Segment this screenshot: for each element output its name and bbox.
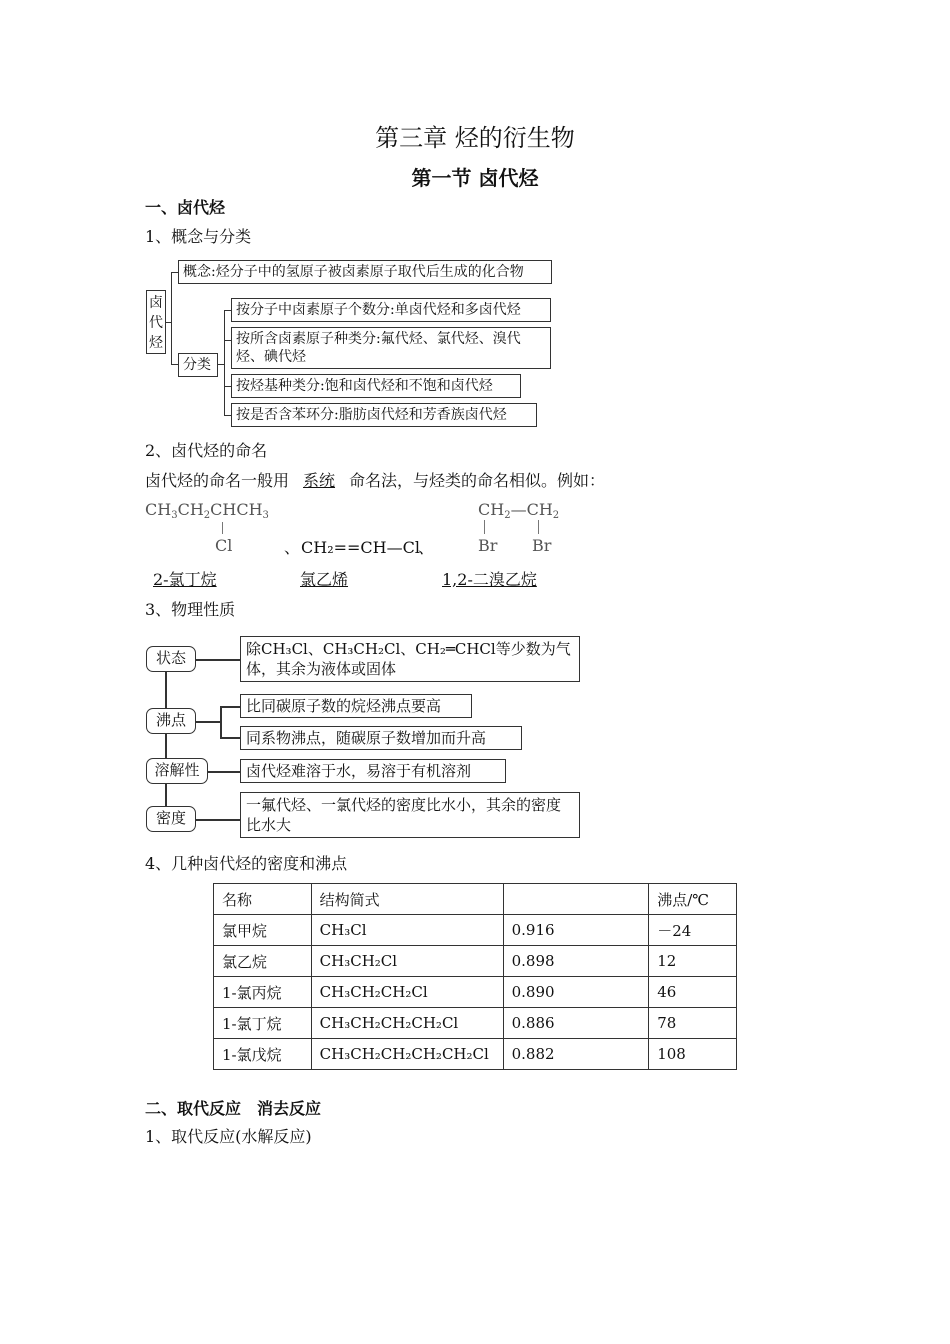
formula-2-chlorobutane: $CH_3CH_2CHCH_3$ [145,500,269,521]
bp-text-1: 比同碳原子数的烷烃沸点要高 [240,694,472,718]
bromine-substituent: Br [478,536,498,555]
example-name: 2-氯丁烷 [153,570,217,589]
part1-heading: 一、卤代烃 [145,198,226,217]
table-row: 1-氯丁烷 CH₃CH₂CH₂CH₂Cl 0.886 78 [214,1008,737,1039]
table-header: 结构简式 [311,884,503,915]
table-header: 沸点/℃ [649,884,737,915]
example-name: 1,2-二溴乙烷 [442,570,537,589]
subheading-3: 3、物理性质 [145,600,236,619]
classify-box: 分类 [178,353,218,377]
table-row: 1-氯丙烷 CH₃CH₂CH₂Cl 0.890 46 [214,977,737,1008]
classify-item: 按是否含苯环分:脂肪卤代烃和芳香族卤代烃 [231,403,537,427]
subheading-1: 1、概念与分类 [145,227,252,246]
classify-item: 按烃基种类分:饱和卤代烃和不饱和卤代烃 [231,374,521,398]
table-row: 氯乙烷 CH₃CH₂Cl 0.898 12 [214,946,737,977]
state-label: 状态 [146,646,196,672]
state-text: 除CH₃Cl、CH₃CH₂Cl、CH₂═CHCl等少数为气体，其余为液体或固体 [240,636,580,682]
separator: 、 [284,538,301,557]
chlorine-substituent: Cl [215,536,233,555]
table-header: 名称 [214,884,312,915]
subheading-5: 1、取代反应(水解反应) [145,1127,312,1146]
bp-label: 沸点 [146,708,196,734]
separator: 、 [418,538,435,557]
formula-dibromoethane: $CH_2—CH_2$ [478,500,560,521]
chapter-title: 第三章 烃的衍生物 [375,124,575,152]
naming-sentence: 卤代烃的命名一般用 系统 命名法，与烃类的命名相似。例如： [145,471,606,490]
part2-heading: 二、取代反应 消去反应 [145,1099,322,1118]
vinyl-chloride: CH₂==CH—Cl [301,538,420,557]
concept-box: 概念:烃分子中的氢原子被卤素原子取代后生成的化合物 [178,260,552,284]
bp-text-2: 同系物沸点，随碳原子数增加而升高 [240,726,522,750]
bromine-substituent: Br [532,536,552,555]
table-header [503,884,649,915]
example-name: 氯乙烯 [300,570,349,589]
table-header-row [214,884,737,915]
subheading-2: 2、卤代烃的命名 [145,441,268,460]
solubility-label: 溶解性 [146,758,208,784]
solubility-text: 卤代烃难溶于水，易溶于有机溶剂 [240,759,506,783]
density-boiling-table [213,883,737,1070]
table-row: 1-氯戊烷 CH₃CH₂CH₂CH₂CH₂Cl 0.882 108 [214,1039,737,1070]
density-label: 密度 [146,806,196,832]
subheading-4: 4、几种卤代烃的密度和沸点 [145,854,348,873]
classify-item: 按分子中卤素原子个数分:单卤代烃和多卤代烃 [231,298,551,322]
table-row: 氯甲烷 CH₃Cl 0.916 －24 [214,915,737,946]
density-text: 一氟代烃、一氯代烃的密度比水小，其余的密度比水大 [240,792,580,838]
section-title: 第一节 卤代烃 [411,166,539,190]
classify-item: 按所含卤素原子种类分:氟代烃、氯代烃、溴代烃、碘代烃 [231,327,551,369]
naming-blank: 系统 [303,471,336,490]
diagram-root: 卤代烃 [146,290,166,354]
